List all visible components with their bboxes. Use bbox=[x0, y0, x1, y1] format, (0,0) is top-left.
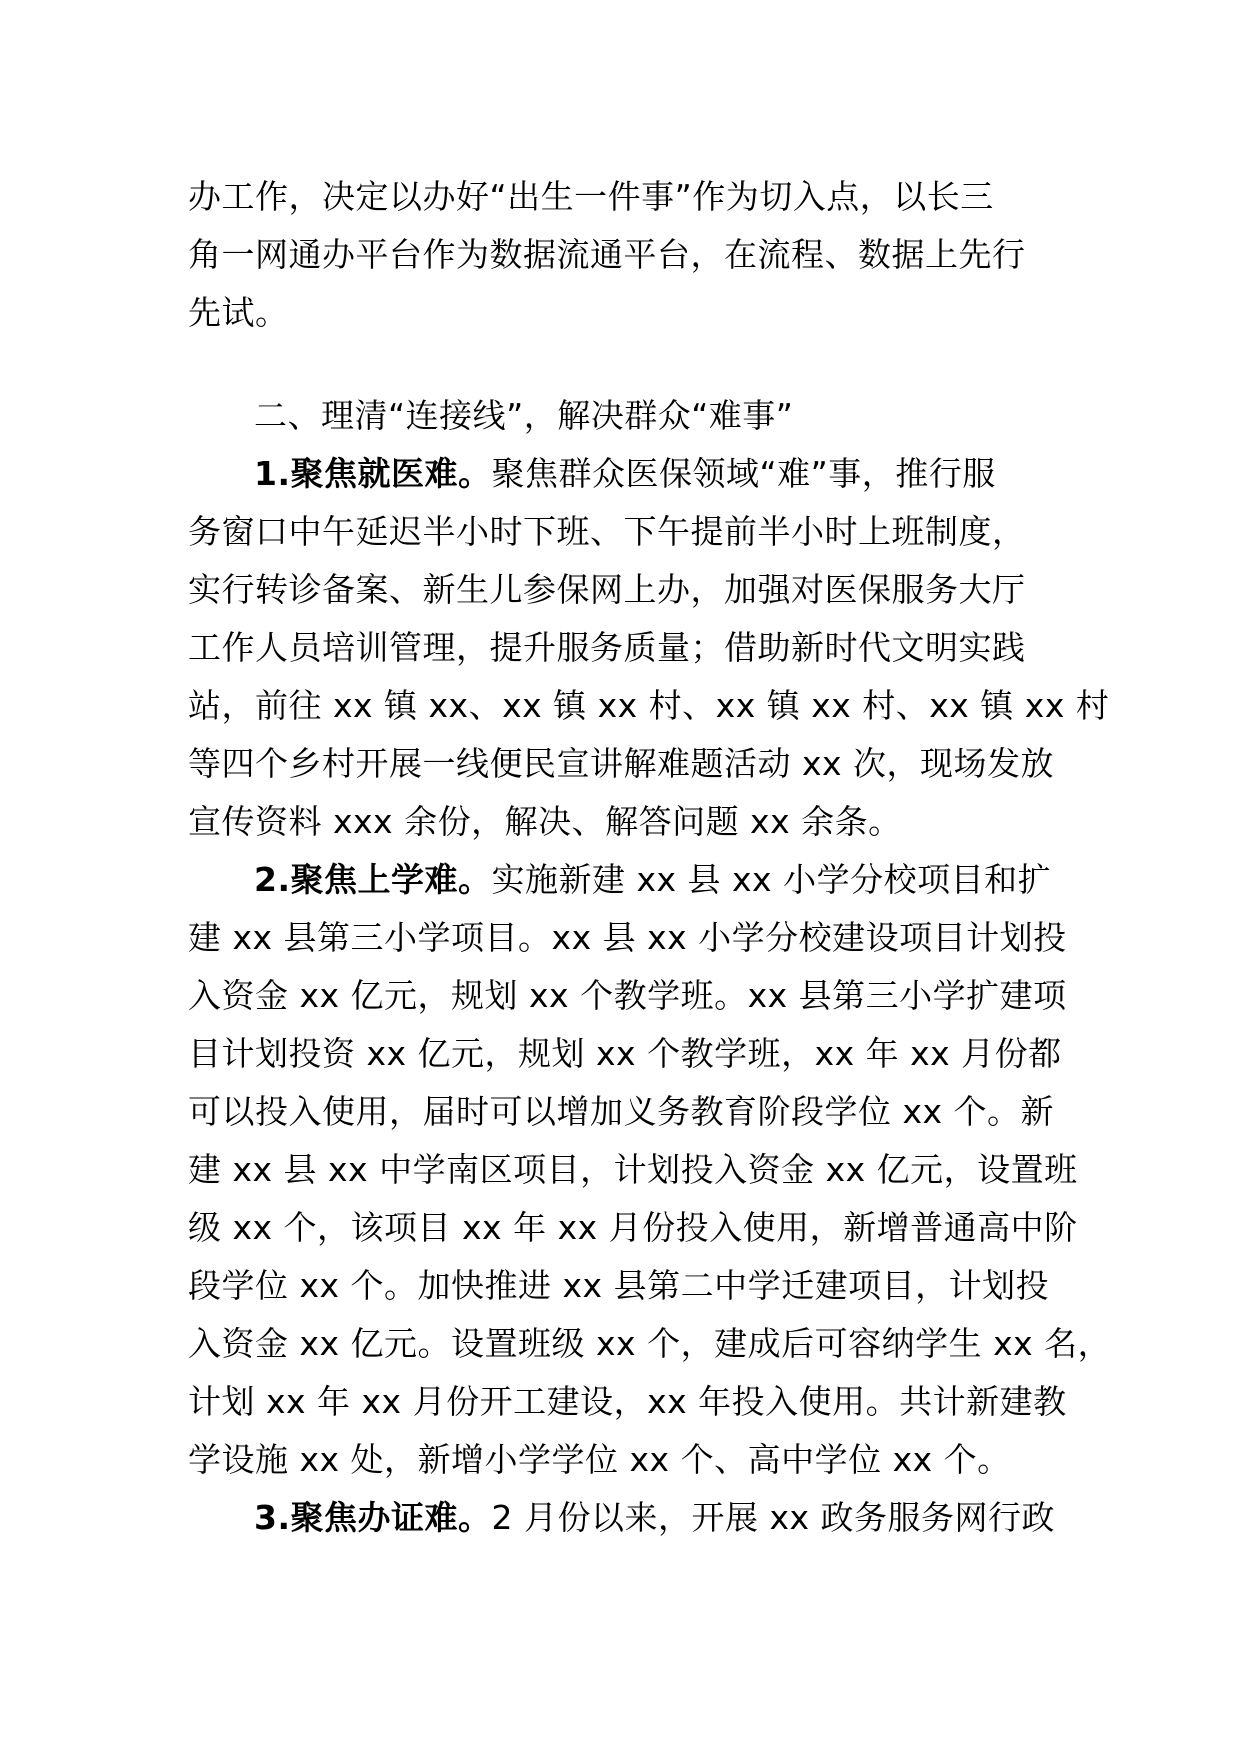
paragraph-gap bbox=[188, 342, 1073, 387]
text-line: 角一网通办平台作为数据流通平台，在流程、数据上先行 bbox=[188, 235, 1026, 274]
text-line: 先试。 bbox=[188, 293, 289, 332]
text-line bbox=[188, 1489, 1073, 1547]
intro-paragraph bbox=[188, 168, 1073, 342]
item-2-paragraph bbox=[188, 851, 1112, 1489]
text-line: 级 xx 个，该项目 xx 年 xx 月份投入使用，新增普通高中阶 bbox=[188, 1208, 1078, 1247]
item-1-paragraph bbox=[188, 445, 1110, 851]
text-line: 务窗口中午延迟半小时下班、下午提前半小时上班制度， bbox=[188, 512, 1026, 551]
item-lead: 1.聚焦就医难。 bbox=[254, 454, 492, 493]
text-line: 学设施 xx 处，新增小学学位 xx 个、高中学位 xx 个。 bbox=[188, 1440, 1011, 1479]
item-text: 实施新建 xx 县 xx 小学分校项目和扩 bbox=[491, 860, 1052, 899]
item-lead: 2.聚焦上学难。 bbox=[254, 860, 492, 899]
document-page bbox=[188, 168, 1112, 1547]
text-line: 宣传资料 xxx 余份，解决、解答问题 xx 余条。 bbox=[188, 802, 902, 841]
item-3-paragraph bbox=[188, 1489, 1073, 1547]
text-line: 入资金 xx 亿元，规划 xx 个教学班。xx 县第三小学扩建项 bbox=[188, 976, 1067, 1015]
text-line: 入资金 xx 亿元。设置班级 xx 个，建成后可容纳学生 xx 名， bbox=[188, 1324, 1112, 1363]
text-line: 办工作，决定以办好“出生一件事”作为切入点，以长三 bbox=[188, 177, 994, 216]
text-line: 计划 xx 年 xx 月份开工建设，xx 年投入使用。共计新建教 bbox=[188, 1382, 1067, 1421]
text-line: 建 xx 县第三小学项目。xx 县 xx 小学分校建设项目计划投 bbox=[188, 918, 1067, 957]
text-line: 等四个乡村开展一线便民宣讲解难题活动 xx 次，现场发放 bbox=[188, 744, 1055, 783]
text-line: 实行转诊备案、新生儿参保网上办，加强对医保服务大厅 bbox=[188, 570, 1026, 609]
text-line: 段学位 xx 个。加快推进 xx 县第二中学迁建项目，计划投 bbox=[188, 1266, 1050, 1305]
text-line: 可以投入使用，届时可以增加义务教育阶段学位 xx 个。新 bbox=[188, 1092, 1055, 1131]
item-text: 聚焦群众医保领域“难”事，推行服 bbox=[491, 454, 996, 493]
text-line: 建 xx 县 xx 中学南区项目，计划投入资金 xx 亿元，设置班 bbox=[188, 1150, 1078, 1189]
item-lead: 3.聚焦办证难。 bbox=[254, 1498, 492, 1537]
item-text: 2 月份以来，开展 xx 政务服务网行政 bbox=[491, 1498, 1056, 1537]
text-line: 站，前往 xx 镇 xx、xx 镇 xx 村、xx 镇 xx 村、xx 镇 xx 村 bbox=[188, 686, 1110, 725]
text-line bbox=[188, 851, 1073, 909]
text-line: 目计划投资 xx 亿元，规划 xx 个教学班，xx 年 xx 月份都 bbox=[188, 1034, 1062, 1073]
section-heading: 二、理清“连接线”，解决群众“难事” bbox=[254, 396, 794, 435]
text-line: 工作人员培训管理，提升服务质量；借助新时代文明实践 bbox=[188, 628, 1026, 667]
text-line bbox=[188, 445, 1073, 503]
